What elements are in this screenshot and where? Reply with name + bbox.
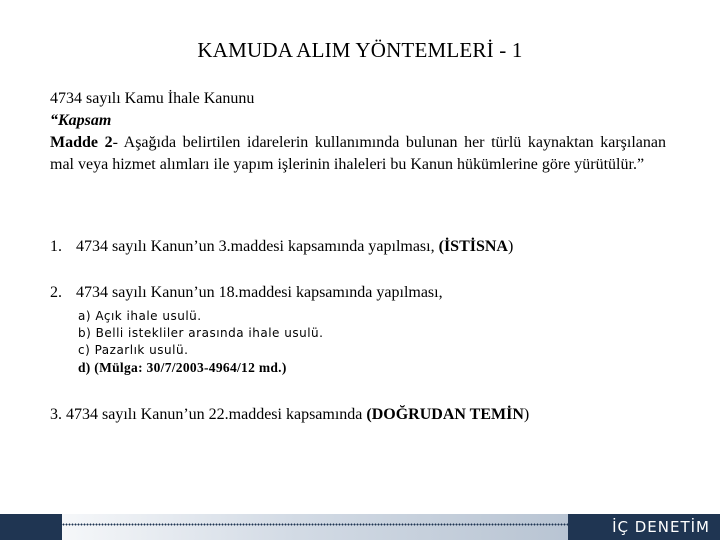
list-tail: ): [523, 406, 530, 423]
footer-dotted-line: [62, 523, 568, 526]
list-text: 4734 sayılı Kanun’un 22.maddesi kapsamında: [66, 406, 367, 423]
list-number: 1.: [50, 238, 62, 255]
list-item-1: [50, 236, 513, 258]
page-title: KAMUDA ALIM YÖNTEMLERİ - 1: [197, 38, 523, 62]
sub-item-b: b) Belli istekliler arasında ihale usulü.: [78, 326, 324, 340]
sub-item-d: d) (Mülga: 30/7/2003-4964/12 md.): [78, 360, 287, 375]
list-item-2: [50, 282, 443, 304]
footer-label: İÇ DENETİM: [568, 514, 720, 540]
sub-item-c: c) Pazarlık usulü.: [78, 343, 189, 357]
law-excerpt: [50, 88, 666, 176]
list-tail: ): [507, 238, 514, 255]
footer-left-block: [0, 514, 62, 540]
list-text: 4734 sayılı Kanun’un 3.maddesi kapsamında yapılması,: [76, 238, 439, 255]
list-emphasis: (İSTİSNA: [438, 238, 508, 255]
law-name: 4734 sayılı Kamu İhale Kanunu: [50, 90, 255, 107]
list-emphasis: (DOĞRUDAN TEMİN: [366, 406, 524, 423]
list-text: 4734 sayılı Kanun’un 18.maddesi kapsamında yapılması,: [76, 284, 443, 301]
list-number: 2.: [50, 284, 62, 301]
madde-text: - Aşağıda belirtilen idarelerin kullanımında bulunan her türlü kaynaktan karşılanan mal veya hizmet alımları ile yapım işlerinin ihaleleri bu Kanun hükümlerine göre yürütülür.”: [50, 134, 666, 173]
list-number: 3.: [50, 406, 62, 423]
madde-paragraph: [50, 132, 666, 176]
procurement-methods-list: [78, 308, 323, 376]
kapsam-heading: “Kapsam: [50, 112, 112, 129]
list-item-3: [50, 404, 529, 426]
madde-label: Madde 2: [50, 134, 113, 151]
sub-item-a: a) Açık ihale usulü.: [78, 309, 202, 323]
